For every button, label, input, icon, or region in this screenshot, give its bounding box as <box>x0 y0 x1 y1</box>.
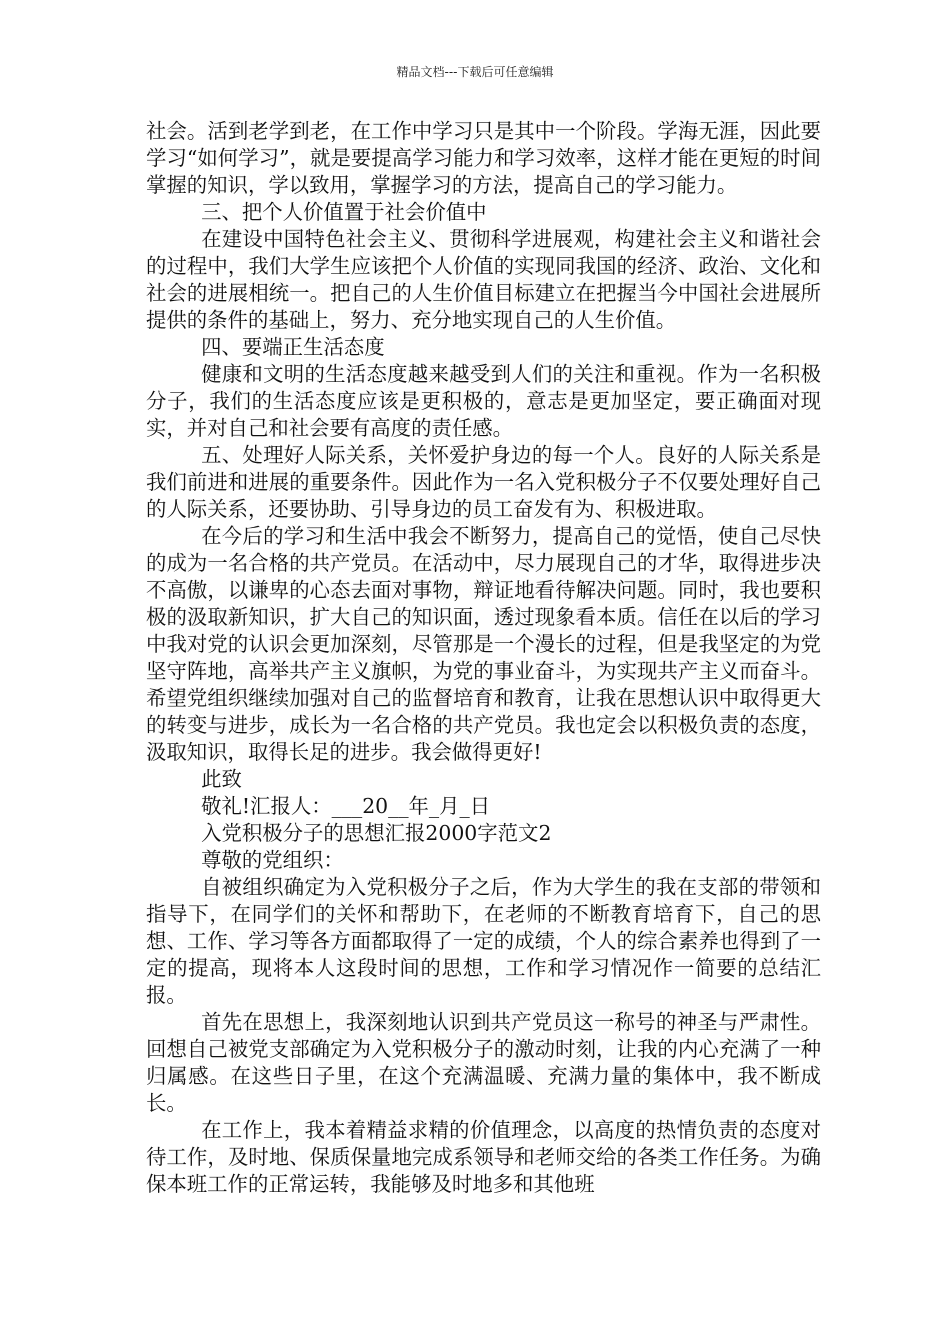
paragraph: 首先在思想上，我深刻地认识到共产党员这一称号的神圣与严肃性。回想自己被党支部确定为入党积极分子的激动时刻，让我的内心充满了一种归属感。在这些日子里，在这个充满温暖、充满力量的集体中，我不断成长。 <box>146 1010 821 1115</box>
paragraph: 社会。活到老学到老，在工作中学习只是其中一个阶段。学海无涯，因此要学习“如何学习”，就是要提高学习能力和学习效率，这样才能在更短的时间掌握的知识，学以致用，掌握学习的方法，提高自己的学习能力。 <box>146 119 821 197</box>
paragraph: 在今后的学习和生活中我会不断努力，提高自己的觉悟，使自己尽快的成为一名合格的共产党员。在活动中，尽力展现自己的才华，取得进步决不高傲，以谦卑的心态去面对事物，辩证地看待解决问题。同时，我也要积极的汲取新知识，扩大自己的知识面，透过现象看本质。信任在以后的学习中我对党的认识会更加深刻，尽管那是一个漫长的过程，但是我坚定的为党坚守阵地，高举共产主义旗帜，为党的事业奋斗，为实现共产主义而奋斗。希望党组织继续加强对自己的监督培育和教育，让我在思想认识中取得更大的转变与进步，成长为一名合格的共产党员。我也定会以积极负责的态度，汲取知识，取得长足的进步。我会做得更好! <box>146 524 821 764</box>
paragraph: 自被组织确定为入党积极分子之后，作为大学生的我在支部的带领和指导下，在同学们的关怀和帮助下，在老师的不断教育培育下，自己的思想、工作、学习等各方面都取得了一定的成绩，个人的综合素养也得到了一定的提高，现将本人这段时间的思想，工作和学习情况作一简要的总结汇报。 <box>146 875 821 1007</box>
document-body <box>146 118 821 1198</box>
paragraph: 健康和文明的生活态度越来越受到人们的关注和重视。作为一名积极分子，我们的生活态度应该是更积极的，意志是更加坚定，要正确面对现实，并对自己和社会要有高度的责任感。 <box>146 362 821 440</box>
greeting: 尊敬的党组织： <box>201 848 344 872</box>
paragraph: 在工作上，我本着精益求精的价值理念，以高度的热情负责的态度对待工作，及时地、保质保量地完成系领导和老师交给的各类工作任务。为确保本班工作的正常运转，我能够及时地多和其他班 <box>146 1118 821 1196</box>
page-header: 精品文档---下载后可任意编辑 <box>396 65 554 79</box>
paragraph: 五、处理好人际关系，关怀爱护身边的每一个人。良好的人际关系是我们前进和进展的重要条件。因此作为一名入党积极分子不仅要处理好自己的人际关系，还要协助、引导身边的员工奋发有为、积极进取。 <box>146 443 821 521</box>
paragraph: 在建设中国特色社会主义、贯彻科学进展观，构建社会主义和谐社会的过程中，我们大学生应该把个人价值的实现同我国的经济、政治、文化和社会的进展相统一。把自己的人生价值目标建立在把握当今中国社会进展所提供的条件的基础上，努力、充分地实现自己的人生价值。 <box>146 227 821 332</box>
signature-line: 敬礼!汇报人：___20__年_月_日 <box>201 794 491 818</box>
closing-salutation: 此致 <box>201 767 242 791</box>
section-heading: 三、把个人价值置于社会价值中 <box>201 200 487 224</box>
document-title: 入党积极分子的思想汇报2000字范文2 <box>201 821 552 845</box>
section-heading: 四、要端正生活态度 <box>201 335 385 359</box>
